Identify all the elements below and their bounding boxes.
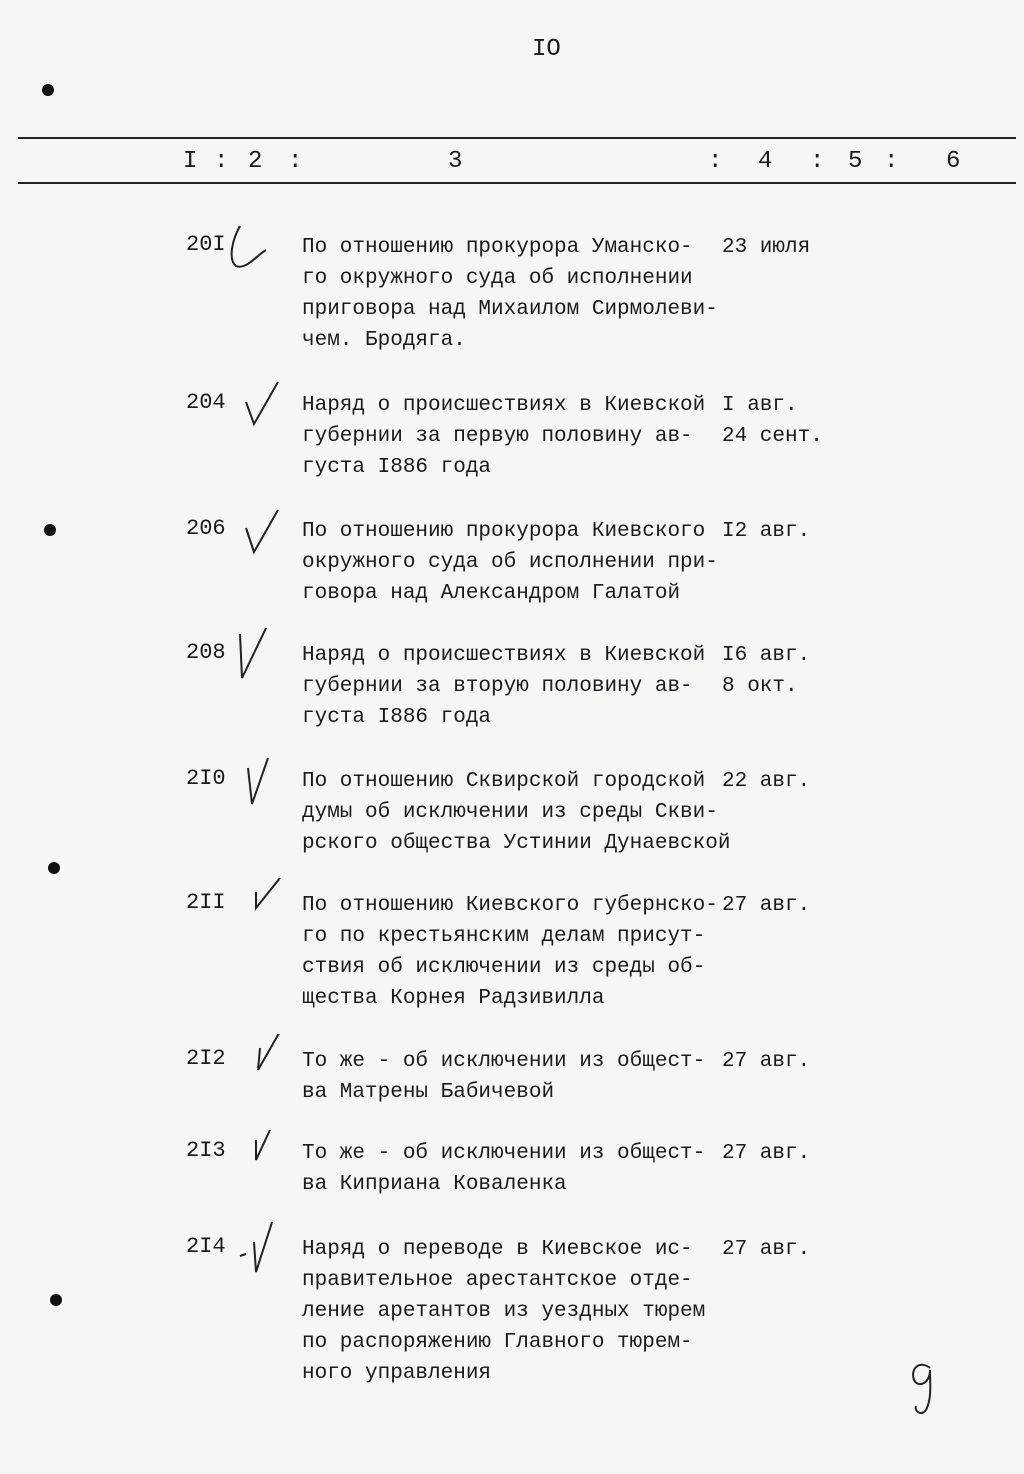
entry-description: Наряд о происшествиях в Киевской губернии за вторую половину ав- густа I886 года <box>302 644 706 729</box>
header-sep: : <box>288 148 303 175</box>
entry-number: 204 <box>186 390 226 415</box>
entry-number: 2I0 <box>186 766 226 791</box>
header-col-1: I <box>183 148 198 175</box>
entry-date: 27 авг. <box>722 1142 811 1165</box>
entry-description: Наряд о переводе в Киевское ис- правительное арестантское отде- ление аретантов из уездных тюрем по распоряжению Главного тюрем- ного управления <box>302 1238 706 1385</box>
entry-description: По отношению прокурора Киевского окружного суда об исполнении при- говора над Александром Галатой <box>302 520 718 605</box>
checkmark-icon <box>236 1222 280 1278</box>
entry-date: 27 авг. <box>722 1050 811 1073</box>
header-sep: : <box>884 148 899 175</box>
entry-date: I6 авг. 8 окт. <box>722 644 811 698</box>
checkmark-icon <box>238 754 282 810</box>
entry-description: То же - об исключении из общест- ва Матрены Бабичевой <box>302 1050 706 1104</box>
entry-description: По отношению Сквирской городской думы об исключении из среды Скви- рского общества Устинии Дунаевской <box>302 770 731 855</box>
entry-number: 20I <box>186 232 226 257</box>
entry-date: I авг. 24 сент. <box>722 394 823 448</box>
checkmark-icon <box>238 504 282 560</box>
header-col-5: 5 <box>848 148 863 175</box>
binder-hole <box>48 862 60 874</box>
top-rule <box>18 137 1016 139</box>
header-col-2: 2 <box>248 148 263 175</box>
entry-date: 23 июля <box>722 236 811 259</box>
entry-number: 206 <box>186 516 226 541</box>
header-col-4: 4 <box>758 148 773 175</box>
checkmark-icon <box>226 220 270 276</box>
binder-hole <box>44 524 56 536</box>
header-col-3: 3 <box>448 148 463 175</box>
header-sep: : <box>810 148 825 175</box>
entry-number: 2I2 <box>186 1046 226 1071</box>
binder-hole <box>42 84 54 96</box>
entry-number: 208 <box>186 640 226 665</box>
checkmark-icon <box>248 1034 292 1090</box>
checkmark-icon <box>244 1126 288 1182</box>
entry-number: 2I3 <box>186 1138 226 1163</box>
entry-number: 2I4 <box>186 1234 226 1259</box>
checkmark-icon <box>238 378 282 434</box>
entry-date: I2 авг. <box>722 520 811 543</box>
entry-date: 27 авг. <box>722 1238 811 1261</box>
entry-description: По отношению прокурора Уманско- го окружного суда об исполнении приговора над Михаилом Сирмолеви- чем. Бродяга. <box>302 236 718 352</box>
page-number: IO <box>532 36 561 63</box>
entry-description: Наряд о происшествиях в Киевской губернии за первую половину ав- густа I886 года <box>302 394 706 479</box>
entry-number: 2II <box>186 890 226 915</box>
checkmark-icon <box>244 878 288 934</box>
entry-description: То же - об исключении из общест- ва Киприана Коваленка <box>302 1142 706 1196</box>
handwritten-sheet-number <box>900 1354 944 1418</box>
header-bottom-rule <box>18 182 1016 184</box>
header-sep: : <box>214 148 229 175</box>
binder-hole <box>50 1294 62 1306</box>
checkmark-icon <box>230 628 274 684</box>
header-sep: : <box>708 148 723 175</box>
header-col-6: 6 <box>946 148 961 175</box>
entry-description: По отношению Киевского губернско- го по крестьянским делам присут- ствия об исключении из среды об- щества Корнея Радзивилла <box>302 894 718 1010</box>
entry-date: 27 авг. <box>722 894 811 917</box>
entry-date: 22 авг. <box>722 770 811 793</box>
